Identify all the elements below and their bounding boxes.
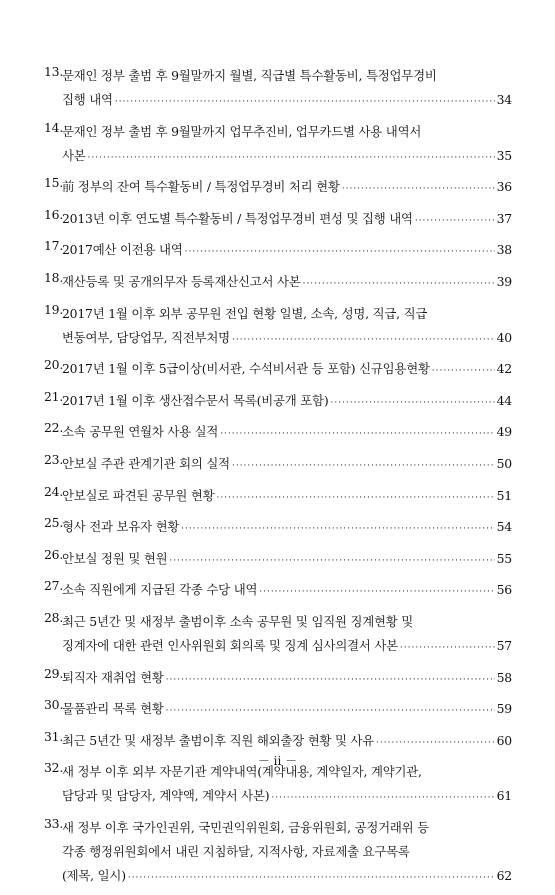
toc-entry-page-number: 58 [496,669,512,685]
toc-entry-body [62,610,512,658]
toc-entry-number: 17. [44,238,64,254]
toc-entry-title-line: 새 정부 이후 국가인권위, 국민권익위원회, 금융위원회, 공정거래위 등 [62,819,429,835]
toc-entry-last-line [62,729,512,753]
toc-entry-number: 32. [44,760,64,776]
toc-entry-title-line: 문재인 정부 출범 후 9월말까지 월별, 직급별 특수활동비, 특정업무경비 [62,68,437,83]
toc-entry-number: 16. [44,206,64,222]
toc-entry-number: 26. [44,546,64,562]
toc-entry-title-line: 안보실 주관 관계기관 회의 실적 [62,455,230,471]
toc-entry [44,484,512,508]
toc-entry-body [62,515,512,539]
toc-entry-title-line: 형사 전과 보유자 현황 [62,519,180,535]
toc-entry-title-line: 사본 [62,147,86,163]
toc-entry-last-line [62,88,512,112]
toc-entry-number: 33. [44,815,64,831]
toc-entry-title-line: 2017예산 이전용 내역 [62,242,183,258]
toc-entry-body [62,175,512,199]
toc-entry-body [62,697,512,721]
toc-entry-page-number: 49 [496,424,512,440]
toc-entry-body [62,357,512,381]
toc-entry-page-number: 38 [496,242,512,258]
toc-entry-body [62,484,512,508]
toc-entry [44,238,512,262]
table-of-contents [44,64,512,895]
toc-entry [44,697,512,721]
toc-entry-number: 30. [44,697,64,713]
dot-leader [259,580,494,604]
toc-entry-body [62,729,512,753]
toc-entry-page-number: 44 [496,392,512,408]
toc-entry-number: 24. [44,483,64,499]
toc-entry-body [62,420,512,444]
toc-entry [44,357,512,381]
toc-entry-number: 14. [44,119,64,135]
toc-entry-page-number: 34 [496,92,512,107]
toc-entry [44,302,512,350]
toc-entry-page-number: 60 [496,732,512,748]
toc-entry-number: 20. [44,357,64,373]
toc-entry-body [62,547,512,571]
toc-entry-number: 22. [44,420,64,436]
toc-entry-last-line [62,784,512,808]
toc-entry [44,666,512,690]
toc-entry-body [62,302,512,350]
dot-leader [415,209,495,233]
toc-entry-body [62,389,512,413]
toc-entry-title-line: 소속 직원에게 지급된 각종 수당 내역 [62,582,258,598]
toc-entry-title-line: 前 정부의 잔여 특수활동비 / 특정업무경비 처리 현황 [62,179,340,195]
toc-entry-last-line [62,357,512,381]
dot-leader [166,668,495,692]
dot-leader [88,146,495,170]
toc-entry-body [62,270,512,294]
toc-entry-body [62,578,512,602]
toc-entry-number: 28. [44,609,64,625]
toc-entry-number: 19. [44,301,64,317]
toc-entry-number: 15. [44,175,64,191]
toc-entry-page-number: 39 [496,273,512,289]
toc-entry-last-line [62,452,512,476]
toc-entry-title-line: 안보실로 파견된 공무원 현황 [62,487,215,503]
toc-entry-number: 21. [44,388,64,404]
toc-entry-number: 31. [44,728,64,744]
toc-entry [44,610,512,658]
toc-entry [44,515,512,539]
toc-entry-body [62,666,512,690]
toc-entry-title-line: 안보실 정원 및 현원 [62,550,168,566]
toc-entry-page-number: 37 [496,210,512,226]
toc-entry-title-line: 물품관리 목록 현황 [62,701,164,717]
toc-entry-number: 18. [44,269,64,285]
toc-entry-page-number: 61 [496,788,512,804]
toc-entry-last-line [62,666,512,690]
toc-entry-title-line: 2017년 1월 이후 외부 공무원 전입 현황 일별, 소속, 성명, 직급, 직급 [62,305,428,321]
toc-entry-page-number: 57 [496,637,512,653]
toc-entry-last-line [62,697,512,721]
toc-entry-title-line: 새 정부 이후 외부 자문기관 계약내역(계약내용, 계약일자, 계약기관, [62,764,422,780]
toc-entry-last-line [62,389,512,413]
dot-leader [115,90,495,114]
toc-entry-page-number: 36 [496,179,512,195]
toc-entry-last-line [62,175,512,199]
toc-entry-body [62,816,512,888]
toc-entry-page-number: 56 [496,582,512,598]
toc-entry-body [62,452,512,476]
toc-entry-title-line: 담당과 및 담당자, 계약액, 계약서 사본) [62,788,270,804]
toc-entry-last-line [62,547,512,571]
toc-entry [44,452,512,476]
toc-entry-last-line [62,144,512,168]
toc-entry-title-line: 변동여부, 담당업무, 직전부처명 [62,329,230,345]
toc-entry-title-line: 2013년 이후 연도별 특수활동비 / 특정업무경비 편성 및 집행 내역 [62,210,413,226]
toc-entry-title-line: 재산등록 및 공개의무자 등록재산신고서 사본 [62,273,301,289]
dot-leader [216,486,494,510]
toc-entry-page-number: 42 [496,361,512,377]
toc-entry-last-line [62,270,512,294]
dot-leader [400,636,495,660]
toc-entry-title-line: 최근 5년간 및 새정부 출범이후 직원 해외출장 현황 및 사유 [62,732,375,748]
toc-entry-page-number: 59 [496,701,512,717]
toc-entry-body [62,207,512,231]
dot-leader [303,272,495,296]
toc-entry-title-line: 퇴직자 재취업 현황 [62,669,164,685]
dot-leader [271,786,494,810]
toc-entry-body [62,238,512,262]
toc-entry [44,207,512,231]
toc-entry-title-line: 최근 5년간 및 새정부 출범이후 소속 공무원 및 임직원 징계현황 및 [62,613,414,629]
toc-entry-title-line: 소속 공무원 연월차 사용 실적 [62,424,219,440]
toc-entry-page-number: 54 [496,519,512,535]
toc-entry-body [62,120,512,168]
toc-entry-number: 25. [44,515,64,531]
page-number-footer: － ii － [257,754,298,768]
toc-entry-title-line: (제목, 일시) [62,867,126,883]
dot-leader [220,422,494,446]
toc-entry-page-number: 51 [496,487,512,503]
toc-entry-title-line: 각종 행정위원회에서 내린 지침하달, 지적사항, 자료제출 요구목록 [62,843,410,859]
toc-entry-page-number: 50 [496,455,512,471]
toc-entry-last-line [62,634,512,658]
toc-entry-number: 23. [44,451,64,467]
dot-leader [185,240,495,264]
toc-entry-number: 13. [44,64,64,79]
toc-entry-last-line [62,207,512,231]
toc-entry-number: 27. [44,578,64,594]
toc-entry [44,175,512,199]
toc-entry-last-line [62,420,512,444]
toc-entry [44,816,512,888]
dot-leader [432,359,495,383]
toc-entry-body [62,64,512,112]
toc-entry [44,120,512,168]
toc-entry-title-line: 2017년 1월 이후 5급이상(비서관, 수석비서관 등 포함) 신규임용현황 [62,361,430,377]
toc-entry [44,547,512,571]
toc-entry-page-number: 62 [496,867,512,883]
dot-leader [166,699,495,723]
toc-entry-page-number: 40 [496,329,512,345]
toc-entry [44,64,512,112]
toc-entry-last-line [62,515,512,539]
toc-entry-number: 29. [44,665,64,681]
toc-entry-page-number: 35 [496,147,512,163]
toc-entry-title-line: 문재인 정부 출범 후 9월말까지 업무추진비, 업무카드별 사용 내역서 [62,123,422,139]
dot-leader [232,328,495,352]
dot-leader [128,866,495,890]
toc-entry-page-number: 55 [496,550,512,566]
toc-entry-title-line: 2017년 1월 이후 생산접수문서 목록(비공개 포함) [62,392,329,408]
toc-entry [44,270,512,294]
toc-entry-last-line [62,484,512,508]
toc-entry [44,420,512,444]
dot-leader [181,517,494,541]
dot-leader [342,177,495,201]
toc-entry [44,389,512,413]
dot-leader [169,549,494,573]
dot-leader [232,454,495,478]
toc-entry-title-line: 집행 내역 [62,92,113,107]
toc-entry-last-line [62,326,512,350]
toc-entry-last-line [62,864,512,888]
toc-entry-last-line [62,238,512,262]
toc-entry [44,578,512,602]
toc-entry-title-line: 징계자에 대한 관련 인사위원회 회의록 및 징계 심사의결서 사본 [62,637,398,653]
toc-entry [44,729,512,753]
dot-leader [330,391,494,415]
toc-entry-last-line [62,578,512,602]
